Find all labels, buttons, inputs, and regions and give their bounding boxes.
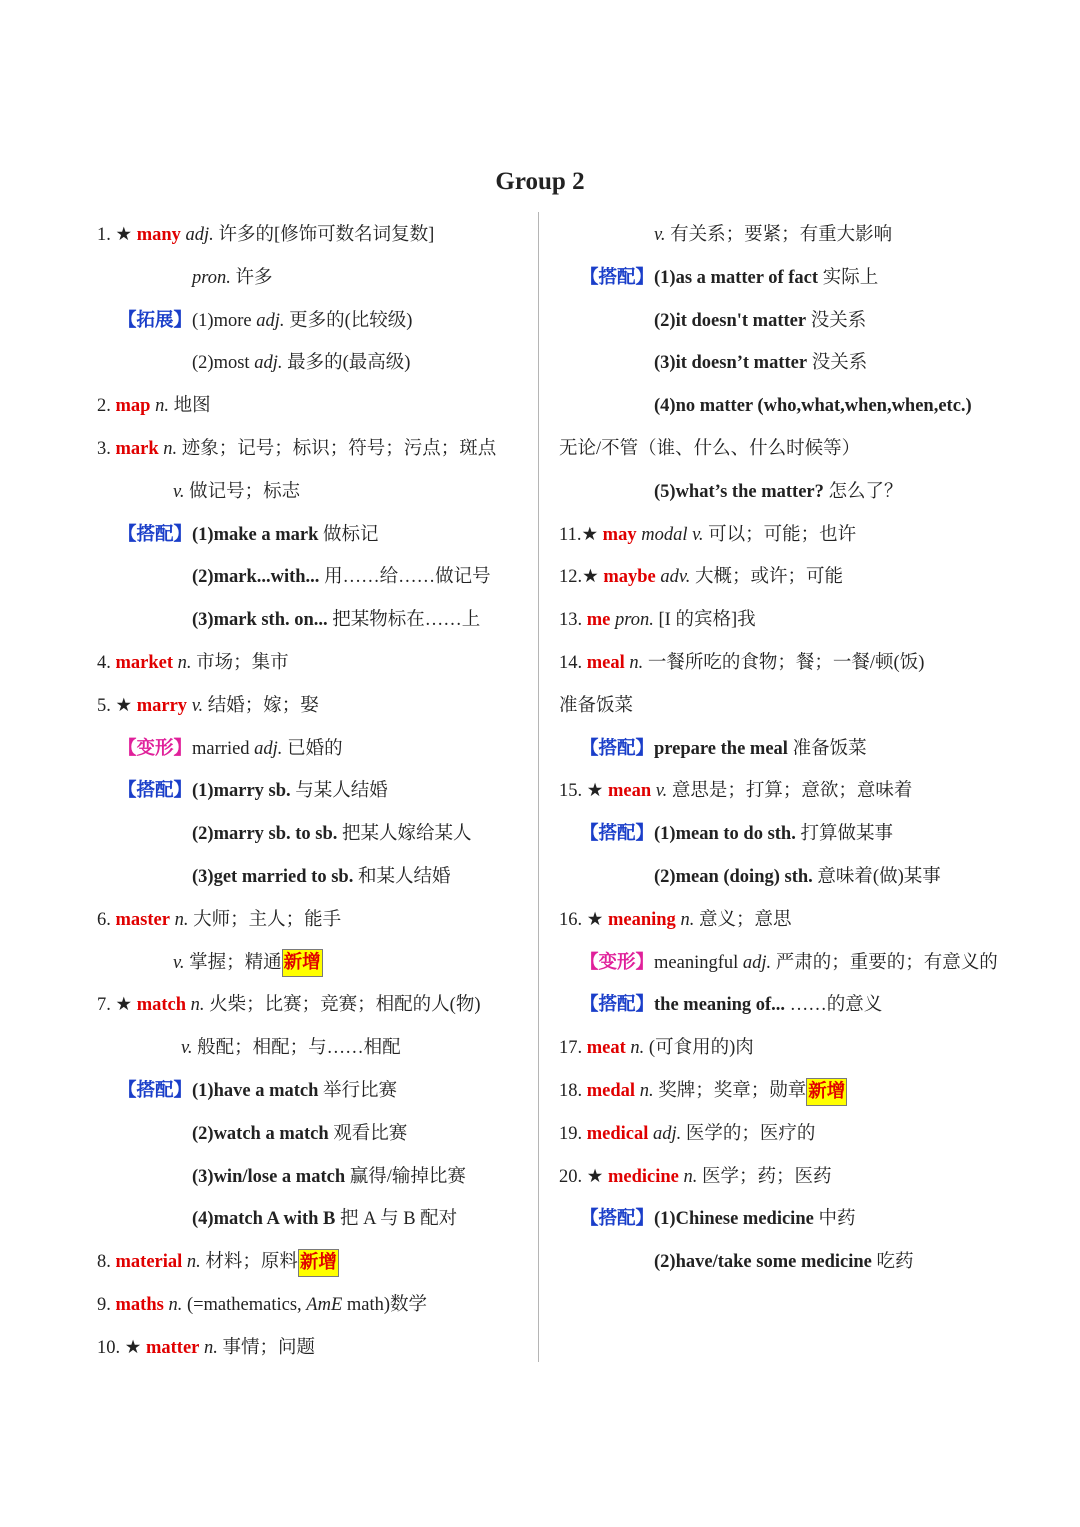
headword: matter: [145, 1337, 200, 1358]
headword: me: [586, 610, 611, 631]
sense-line: [97, 262, 533, 305]
entry-number: 11.★: [559, 524, 603, 545]
collocation-tag: 【搭配】: [118, 1080, 193, 1101]
new-badge: 新增: [806, 1078, 847, 1106]
collocation-line: [559, 1203, 999, 1246]
definition: 把 A 与 B 配对: [340, 1209, 458, 1230]
definition: 可以；可能；也许: [708, 524, 857, 545]
phrase: (2)have/take some medicine: [654, 1252, 872, 1273]
part-of-speech: n.: [177, 652, 192, 673]
entry-number: 14.: [559, 652, 587, 673]
definition: 意思是；打算；意欲；意味着: [671, 781, 913, 802]
definition: 中药: [818, 1209, 856, 1230]
part-of-speech: adj.: [185, 225, 214, 245]
part-of-speech: adj.: [653, 1123, 682, 1144]
sense-line: [559, 219, 999, 262]
entry-meat: [559, 1032, 999, 1075]
collocation-tag: 【搭配】: [118, 781, 193, 802]
headword: meaning: [607, 909, 676, 930]
headword: map: [115, 396, 151, 417]
phrase: (4)match A with B: [192, 1209, 336, 1230]
form-word: (2)most: [192, 353, 255, 374]
part-of-speech: n.: [174, 909, 189, 930]
part-of-speech: n.: [155, 396, 169, 417]
part-of-speech: n.: [639, 1080, 654, 1101]
definition: 意味着(做)某事: [817, 866, 941, 887]
part-of-speech: n.: [680, 909, 695, 930]
definition: 许多的[修饰可数名词复数]: [218, 225, 435, 245]
variant-line: [559, 947, 999, 990]
collocation-line: [97, 1118, 533, 1161]
phrase: (5)what’s the matter?: [654, 481, 824, 502]
part-of-speech: adj.: [254, 738, 283, 759]
collocation-line: [559, 1246, 999, 1289]
collocation-line: [97, 604, 533, 647]
region-label: AmE: [306, 1294, 343, 1315]
part-of-speech: n.: [168, 1294, 183, 1315]
phrase: (1)as a matter of fact: [654, 267, 819, 288]
definition: 实际上: [822, 267, 879, 288]
headword: mark: [115, 438, 159, 459]
definition: 更多的(比较级): [289, 310, 413, 331]
definition: 医学的；医疗的: [685, 1123, 816, 1144]
definition: 做标记: [323, 524, 379, 545]
headword: mean: [607, 781, 652, 802]
part-of-speech: n.: [163, 438, 178, 459]
left-column: [97, 219, 533, 1375]
part-of-speech: adv.: [660, 567, 691, 588]
collocation-line: [559, 262, 999, 305]
phrase: (2)it doesn't matter: [654, 310, 807, 331]
headword: medicine: [607, 1166, 679, 1187]
definition: 火柴；比赛；竞赛；相配的人(物): [209, 995, 481, 1016]
entry-may: [559, 519, 999, 562]
entry-number: 4.: [97, 652, 116, 673]
entry-number: 18.: [559, 1080, 587, 1101]
part-of-speech: v.: [654, 225, 666, 245]
collocation-line: [97, 1075, 533, 1118]
collocation-line: [559, 989, 999, 1032]
definition: 没关系: [811, 353, 868, 374]
entry-material: [97, 1246, 533, 1289]
definition: 严肃的；重要的；有意义的: [775, 952, 998, 973]
continuation-line: [559, 690, 999, 733]
definition: ……的意义: [789, 995, 883, 1016]
sense-line: [97, 947, 533, 990]
entry-maybe: [559, 561, 999, 604]
collocation-line: [97, 561, 533, 604]
form-word: (1)more: [192, 310, 257, 331]
definition: 奖牌；奖章；勋章: [658, 1080, 807, 1101]
phrase: prepare the meal: [654, 738, 788, 759]
headword: marry: [136, 695, 188, 716]
expand-line: [97, 347, 533, 390]
variant-tag: 【变形】: [580, 952, 655, 973]
phrase: (2)mean (doing) sth.: [654, 866, 813, 887]
definition: 赢得/输掉比赛: [349, 1166, 466, 1187]
new-badge: 新增: [282, 949, 323, 977]
continuation-line: [559, 433, 999, 476]
entry-number: 2.: [97, 396, 116, 417]
variant-line: [97, 733, 533, 776]
sense-line: [97, 1032, 533, 1075]
entry-map: [97, 390, 533, 433]
phrase: (2)marry sb. to sb.: [192, 824, 338, 845]
part-of-speech: n.: [683, 1166, 698, 1187]
collocation-line: [97, 519, 533, 562]
expand-line: [97, 305, 533, 348]
part-of-speech: v.: [173, 952, 185, 973]
entry-matter: [97, 1332, 533, 1375]
definition: [I 的宾格]我: [658, 610, 756, 631]
entry-meaning: [559, 904, 999, 947]
part-of-speech: n.: [190, 995, 205, 1016]
definition: 医学；药；医药: [702, 1166, 832, 1187]
phrase: (1)have a match: [192, 1080, 319, 1101]
headword: match: [136, 995, 187, 1016]
headword: may: [602, 524, 637, 545]
phrase: (4)no matter (who,what,when,when,etc.): [654, 396, 972, 417]
definition: 怎么了？: [828, 481, 903, 502]
definition: 准备饭菜: [792, 738, 867, 759]
entry-number: 17.: [559, 1038, 587, 1059]
part-of-speech: pron.: [615, 610, 654, 631]
right-column: [559, 219, 999, 1289]
headword: medal: [586, 1080, 636, 1101]
headword: maybe: [603, 567, 656, 588]
definition: (可食用的)肉: [648, 1038, 754, 1059]
entry-maths: [97, 1289, 533, 1332]
collocation-line: [559, 347, 999, 390]
entry-medicine: [559, 1161, 999, 1204]
headword: material: [115, 1252, 183, 1273]
entry-match: [97, 989, 533, 1032]
collocation-line: [97, 775, 533, 818]
entry-medal: [559, 1075, 999, 1118]
part-of-speech: n.: [629, 652, 644, 673]
entry-number: 12.★: [559, 567, 604, 588]
definition: 掌握；精通: [189, 952, 282, 973]
variant-tag: 【变形】: [118, 738, 193, 759]
entry-number: 8.: [97, 1252, 116, 1273]
part-of-speech: n.: [186, 1252, 201, 1273]
definition: 有关系；要紧；有重大影响: [670, 225, 893, 245]
phrase: (1)marry sb.: [192, 781, 291, 802]
part-of-speech: n.: [630, 1038, 645, 1059]
definition: 事情；问题: [222, 1337, 316, 1358]
collocation-tag: 【搭配】: [580, 1209, 655, 1230]
headword: meal: [586, 652, 625, 673]
collocation-line: [559, 476, 999, 519]
definition: 已婚的: [287, 738, 343, 759]
definition: 许多: [235, 267, 273, 288]
entry-number: 3.: [97, 438, 116, 459]
definition: 与某人结婚: [295, 781, 388, 802]
collocation-line: [559, 861, 999, 904]
phrase: the meaning of...: [654, 995, 786, 1016]
phrase: (3)win/lose a match: [192, 1166, 346, 1187]
part-of-speech: n.: [204, 1337, 218, 1358]
definition: 观看比赛: [333, 1123, 408, 1144]
definition: 和某人结婚: [357, 866, 451, 887]
entry-number: 6.: [97, 909, 116, 930]
definition: 一餐所吃的食物；餐；一餐/顿(饭): [647, 652, 925, 673]
collocation-tag: 【搭配】: [580, 995, 655, 1016]
definition: 做记号；标志: [189, 481, 301, 502]
definition: 举行比赛: [323, 1080, 398, 1101]
entry-me: [559, 604, 999, 647]
part-of-speech: adj.: [254, 353, 283, 374]
headword: medical: [586, 1123, 649, 1144]
phrase: (2)mark...with...: [192, 567, 320, 588]
headword: meat: [586, 1038, 626, 1059]
entry-market: [97, 647, 533, 690]
definition: 材料；原料: [205, 1252, 298, 1273]
definition: 打算做某事: [800, 824, 893, 845]
headword: maths: [115, 1294, 164, 1315]
entry-number: 9.: [97, 1294, 116, 1315]
definition: 准备饭菜: [559, 695, 634, 716]
entry-number: 13.: [559, 610, 587, 631]
entry-number: 5. ★: [97, 695, 137, 716]
headword: master: [115, 909, 170, 930]
definition: 市场；集市: [196, 652, 289, 673]
collocation-tag: 【搭配】: [580, 824, 655, 845]
part-of-speech: adj.: [742, 952, 772, 973]
phrase: (2)watch a match: [192, 1123, 329, 1144]
entry-meal: [559, 647, 999, 690]
part-of-speech: adj.: [256, 310, 285, 331]
collocation-tag: 【搭配】: [580, 267, 655, 288]
page-title: Group 2: [495, 168, 585, 195]
definition: 没关系: [810, 310, 867, 331]
definition: 地图: [173, 396, 211, 417]
collocation-line: [97, 1161, 533, 1204]
definition: 般配；相配；与……相配: [197, 1038, 401, 1059]
part-of-speech: modal v.: [641, 524, 704, 545]
collocation-line: [97, 1203, 533, 1246]
definition: (=mathematics,: [186, 1294, 307, 1315]
phrase: (1)make a mark: [192, 524, 319, 545]
entry-number: 19.: [559, 1123, 587, 1144]
entry-number: 7. ★: [97, 995, 137, 1016]
phrase: (3)get married to sb.: [192, 866, 354, 887]
entry-mean: [559, 775, 999, 818]
entry-number: 10. ★: [97, 1337, 146, 1358]
definition: 迹象；记号；标识；符号；污点；斑点: [181, 438, 497, 459]
phrase: (1)Chinese medicine: [654, 1209, 814, 1230]
collocation-line: [559, 733, 999, 776]
entry-number: 1. ★: [97, 225, 137, 245]
part-of-speech: v.: [191, 695, 204, 716]
headword: market: [115, 652, 174, 673]
new-badge: 新增: [298, 1249, 339, 1277]
form-word: married: [192, 738, 255, 759]
entry-marry: [97, 690, 533, 733]
column-divider: [538, 212, 539, 1362]
definition: 最多的(最高级): [287, 353, 411, 374]
definition: math)数学: [342, 1294, 428, 1315]
phrase: (3)mark sth. on...: [192, 610, 328, 631]
part-of-speech: v.: [655, 781, 668, 802]
phrase: (1)mean to do sth.: [654, 824, 796, 845]
sense-line: [97, 476, 533, 519]
part-of-speech: v.: [181, 1038, 193, 1059]
form-word: meaningful: [654, 952, 743, 973]
collocation-line: [97, 818, 533, 861]
definition: 结婚；嫁；娶: [207, 695, 319, 716]
definition: 把某人嫁给某人: [342, 824, 472, 845]
collocation-line: [559, 818, 999, 861]
entry-mark: [97, 433, 533, 476]
collocation-line: [97, 861, 533, 904]
definition: 大概；或许；可能: [694, 567, 843, 588]
collocation-line: [559, 305, 999, 348]
part-of-speech: pron.: [192, 267, 231, 288]
collocation-tag: 【搭配】: [580, 738, 655, 759]
phrase: (3)it doesn’t matter: [654, 353, 808, 374]
definition: 吃药: [876, 1252, 914, 1273]
headword: many: [136, 225, 181, 245]
entry-medical: [559, 1118, 999, 1161]
collocation-tag: 【搭配】: [118, 524, 193, 545]
entry-number: 16. ★: [559, 909, 608, 930]
definition: 无论/不管（谁、什么、什么时候等）: [559, 438, 861, 459]
entry-number: 15. ★: [559, 781, 608, 802]
part-of-speech: v.: [173, 481, 185, 502]
entry-number: 20. ★: [559, 1166, 608, 1187]
entry-many: [97, 219, 533, 262]
expand-tag: 【拓展】: [118, 310, 193, 331]
definition: 意义；意思: [698, 909, 792, 930]
definition: 用……给……做记号: [324, 567, 491, 588]
collocation-line: [559, 390, 999, 433]
entry-master: [97, 904, 533, 947]
definition: 大师；主人；能手: [193, 909, 342, 930]
definition: 把某物标在……上: [332, 610, 481, 631]
